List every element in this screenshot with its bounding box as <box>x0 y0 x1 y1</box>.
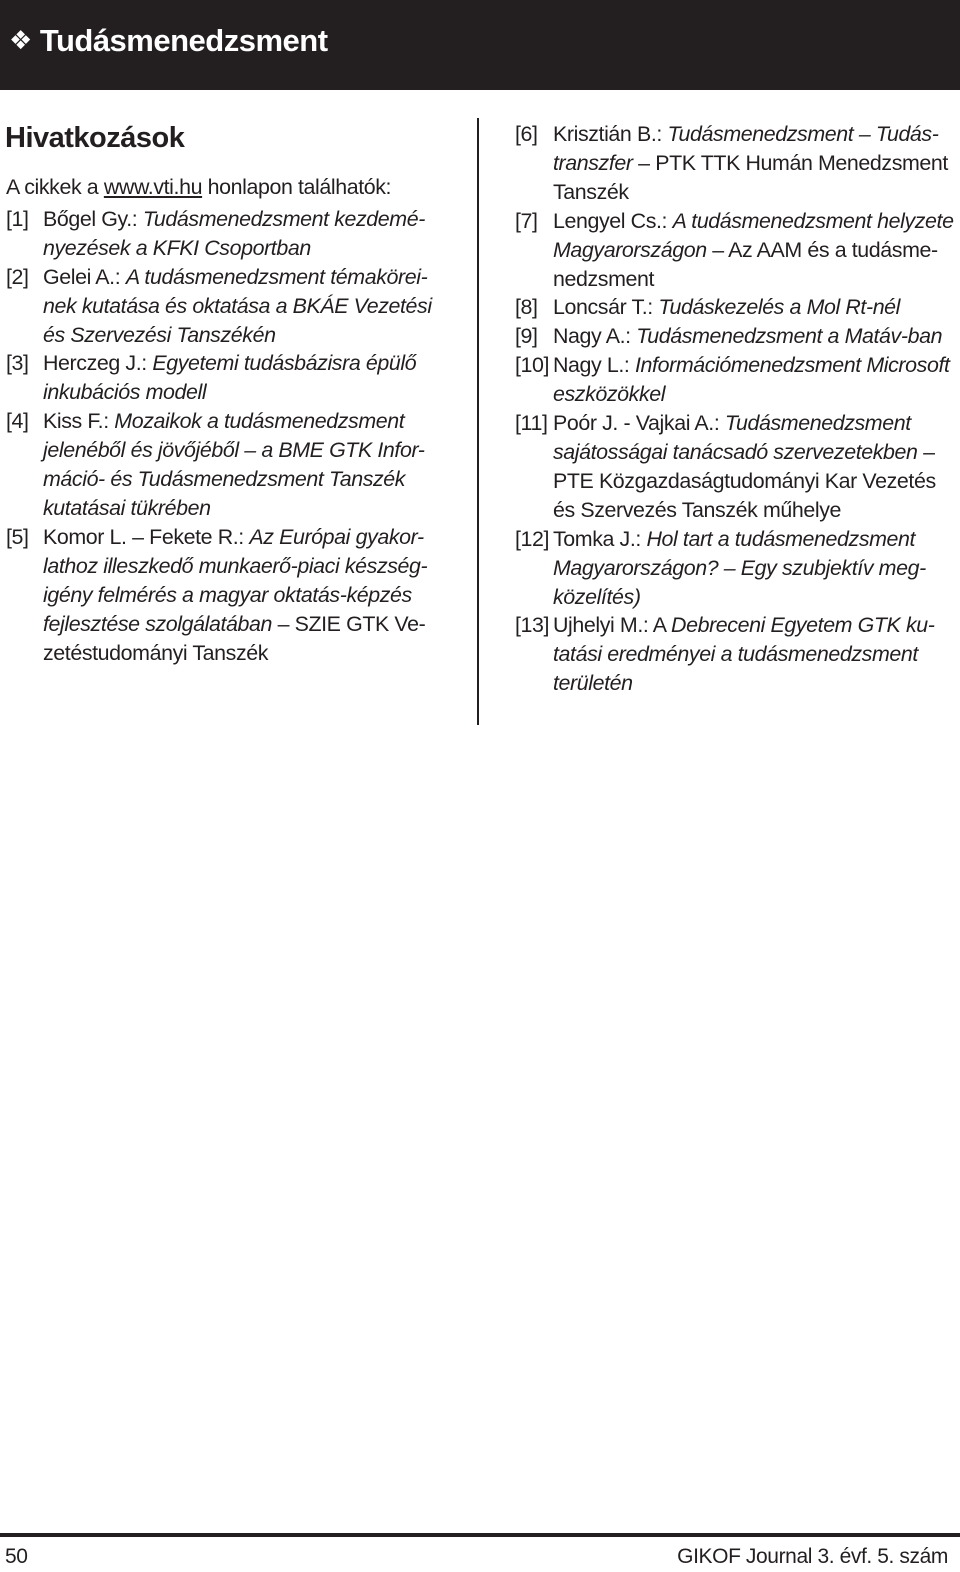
reference-12 <box>515 525 960 612</box>
reference-title: fejlesztése szolgálatában <box>43 611 273 636</box>
reference-number: [3] <box>6 351 29 376</box>
reference-title: A tudásmenedzsment helyzete <box>672 208 954 233</box>
reference-title: területén <box>553 671 633 696</box>
section-title: Hivatkozások <box>5 122 185 154</box>
reference-title: és Szervezési Tanszékén <box>43 322 276 347</box>
reference-publisher: és Szervezés Tanszék műhelye <box>553 497 842 522</box>
reference-number: [7] <box>515 208 538 233</box>
reference-title: jelenéből és jövőjéből – a BME GTK Infor- <box>43 438 425 463</box>
reference-title: máció- és Tudásmenedzsment Tanszék <box>43 467 406 492</box>
reference-author: Poór J. - Vajkai A.: <box>553 411 720 436</box>
reference-number: [10] <box>515 353 550 378</box>
diamond-cluster-icon: ❖ <box>9 25 32 55</box>
reference-number: [8] <box>515 295 538 320</box>
journal-name: GIKOF Journal 3. évf. 5. szám <box>677 1545 948 1568</box>
reference-author: Loncsár T.: <box>553 295 653 320</box>
reference-publisher: Tanszék <box>553 179 629 204</box>
reference-number: [5] <box>6 524 29 549</box>
reference-11 <box>515 409 960 525</box>
reference-title: transzfer <box>553 150 633 175</box>
reference-author: Komor L. – Fekete R.: <box>43 524 244 549</box>
intro-before: A cikkek a <box>6 175 104 199</box>
reference-title: kutatásai tükrében <box>43 495 211 520</box>
reference-title: inkubációs modell <box>43 380 207 405</box>
reference-title: igény felmérés a magyar oktatás-képzés <box>43 582 412 607</box>
reference-publisher: – PTK TTK Humán Menedzsment <box>638 150 948 175</box>
reference-publisher: PTE Közgazdaságtudományi Kar Vezetés <box>553 468 936 493</box>
reference-title: eszközökkel <box>553 382 666 407</box>
reference-title: Tudásmenedzsment <box>724 411 911 436</box>
reference-title: Tudásmenedzsment kezdemé- <box>142 206 425 231</box>
reference-number: [4] <box>6 409 29 434</box>
reference-title: A tudásmenedzsment témakörei- <box>125 264 428 289</box>
reference-publisher: – Az AAM és a tudásme- <box>712 237 938 262</box>
reference-title: Mozaikok a tudásmenedzsment <box>114 409 405 434</box>
reference-title: Magyarországon <box>553 237 707 262</box>
reference-number: [9] <box>515 324 538 349</box>
reference-author: Ujhelyi M.: A <box>553 613 666 638</box>
header-bar <box>0 0 960 90</box>
reference-title: Információmenedzsment Microsoft <box>635 353 950 378</box>
reference-title: Az Európai gyakor- <box>249 524 424 549</box>
reference-publisher: nedzsment <box>553 266 655 291</box>
reference-7 <box>515 207 960 294</box>
reference-author: Krisztián B.: <box>553 122 662 146</box>
intro-after: honlapon találhatók: <box>202 175 392 199</box>
reference-title: nek kutatása és oktatása a BKÁE Vezetési <box>43 293 432 318</box>
reference-title: nyezések a KFKI Csoportban <box>43 235 311 260</box>
reference-6 <box>515 120 960 207</box>
reference-8 <box>515 293 960 322</box>
intro-text <box>6 173 466 202</box>
header-title <box>9 23 328 59</box>
reference-author: Tomka J.: <box>553 526 641 551</box>
reference-author: Nagy A.: <box>553 324 631 349</box>
reference-title: lathoz illeszkedő munkaerő-piaci készség- <box>43 553 428 578</box>
reference-title: tatási eredményei a tudásmenedzsment <box>553 642 918 667</box>
reference-author: Nagy L.: <box>553 353 630 378</box>
reference-author: Gelei A.: <box>43 264 121 289</box>
reference-title: Tudásmenedzsment – Tudás- <box>667 122 939 146</box>
reference-13 <box>515 611 960 698</box>
reference-number: [11] <box>515 411 548 436</box>
reference-number: [13] <box>515 613 550 638</box>
reference-title: sajátosságai tanácsadó szervezetekben <box>553 439 918 464</box>
reference-publisher: – SZIE GTK Ve- <box>277 611 426 636</box>
reference-number: [12] <box>515 526 550 551</box>
reference-author: Lengyel Cs.: <box>553 208 668 233</box>
reference-title: Debreceni Egyetem GTK ku- <box>671 613 935 638</box>
reference-3 <box>6 349 466 407</box>
column-divider <box>477 118 479 725</box>
reference-9 <box>515 322 960 351</box>
vti-link[interactable]: www.vti.hu <box>103 175 203 199</box>
reference-number: [6] <box>515 122 538 146</box>
reference-title: közelítés) <box>553 584 641 609</box>
reference-number: [1] <box>6 206 29 231</box>
reference-author: Herczeg J.: <box>43 351 147 376</box>
page-number: 50 <box>5 1545 28 1568</box>
left-column <box>6 116 466 667</box>
reference-10 <box>515 351 960 409</box>
reference-number: [2] <box>6 264 29 289</box>
reference-1 <box>6 205 466 263</box>
right-column <box>515 120 960 698</box>
reference-author: Kiss F.: <box>43 409 109 434</box>
reference-publisher: zetéstudományi Tanszék <box>43 640 269 665</box>
reference-title: Magyarországon? – Egy szubjektív meg- <box>553 555 926 580</box>
reference-title: Tudásmenedzsment a Matáv-ban <box>636 324 943 349</box>
reference-5 <box>6 523 466 668</box>
reference-2 <box>6 263 466 350</box>
reference-title: Hol tart a tudásmenedzsment <box>646 526 916 551</box>
header-title-text: Tudásmenedzsment <box>39 23 328 58</box>
reference-4 <box>6 407 466 523</box>
reference-title: Tudáskezelés a Mol Rt-nél <box>658 295 901 320</box>
reference-title: Egyetemi tudásbázisra épülő <box>152 351 417 376</box>
reference-dash: – <box>923 439 935 464</box>
reference-author: Bőgel Gy.: <box>43 206 138 231</box>
footer-rule <box>0 1533 960 1537</box>
